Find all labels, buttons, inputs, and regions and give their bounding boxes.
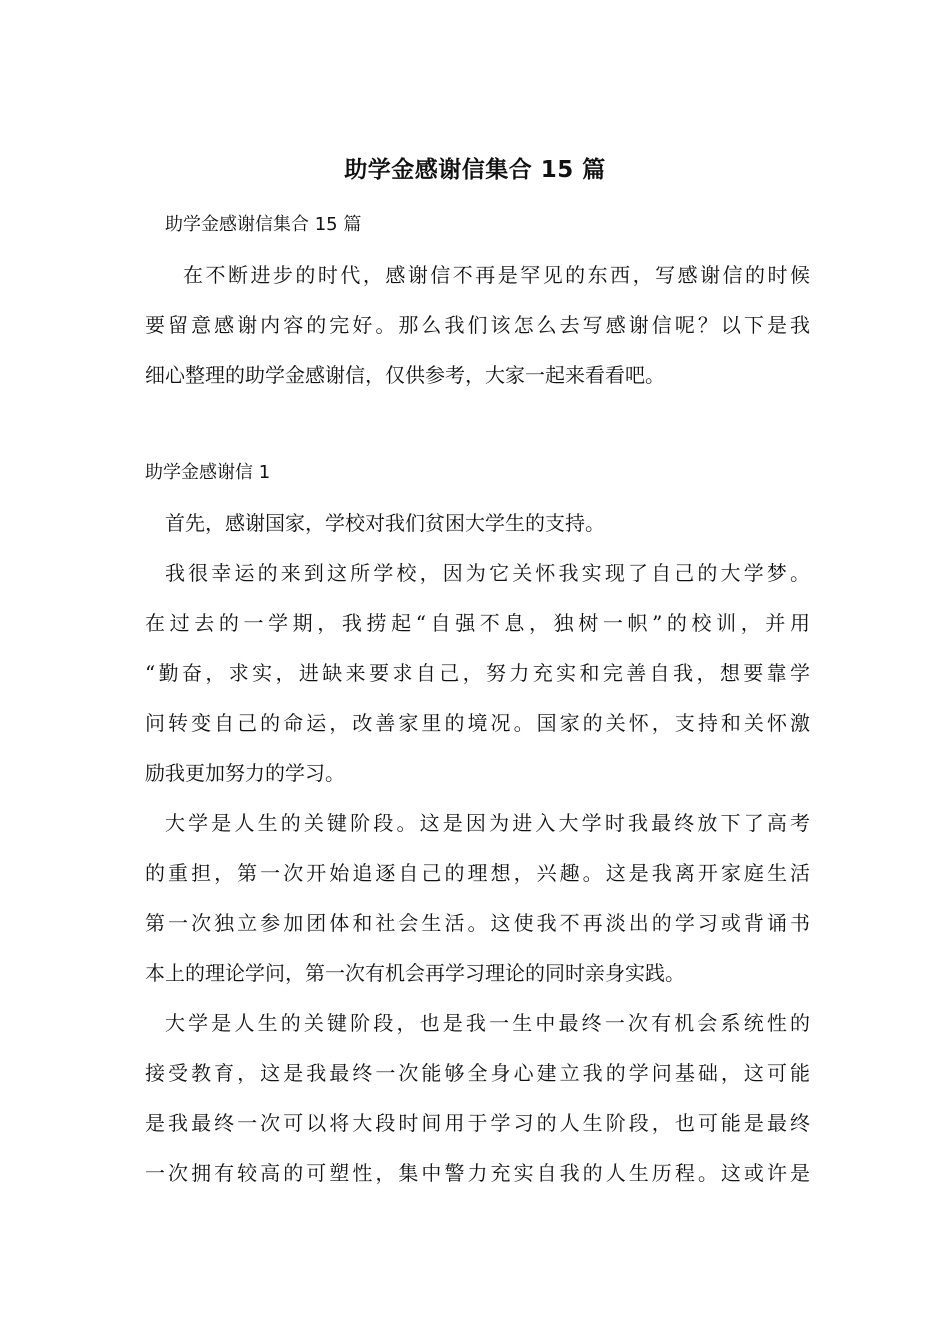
body-line: 首先，感谢国家，学校对我们贫困大学生的支持。 xyxy=(165,511,605,535)
body-line: 第一次独立参加团体和社会生活。这使我不再淡出的学习或背诵书 xyxy=(145,911,810,935)
intro-line: 在不断进步的时代，感谢信不再是罕见的东西，写感谢信的时候 xyxy=(183,263,810,287)
document-title: 助学金感谢信集合 15 篇 xyxy=(344,157,606,183)
body-line: 大学是人生的关键阶段，也是我一生中最终一次有机会系统性的 xyxy=(165,1011,810,1035)
body-line: 的重担，第一次开始追逐自己的理想，兴趣。这是我离开家庭生活 xyxy=(145,861,810,885)
body-line: 励我更加努力的学习。 xyxy=(145,761,345,785)
body-line: 是我最终一次可以将大段时间用于学习的人生阶段，也可能是最终 xyxy=(145,1111,810,1135)
document-subtitle: 助学金感谢信集合 15 篇 xyxy=(165,214,362,235)
body-line: 大学是人生的关键阶段。这是因为进入大学时我最终放下了高考 xyxy=(165,811,810,835)
body-line: 接受教育，这是我最终一次能够全身心建立我的学问基础，这可能 xyxy=(145,1061,810,1085)
section-heading: 助学金感谢信 1 xyxy=(145,462,271,483)
body-line: 本上的理论学问，第一次有机会再学习理论的同时亲身实践。 xyxy=(145,961,685,985)
body-line: 我很幸运的来到这所学校，因为它关怀我实现了自己的大学梦。 xyxy=(165,561,810,585)
intro-line: 细心整理的助学金感谢信，仅供参考，大家一起来看看吧。 xyxy=(145,363,665,387)
body-line: 在过去的一学期，我捞起“自强不息，独树一帜”的校训，并用 xyxy=(145,611,810,635)
body-line: 一次拥有较高的可塑性，集中警力充实自我的人生历程。这或许是 xyxy=(145,1161,810,1185)
body-line: “勤奋，求实，进缺来要求自己，努力充实和完善自我，想要靠学 xyxy=(145,661,810,685)
body-line: 问转变自己的命运，改善家里的境况。国家的关怀，支持和关怀激 xyxy=(145,711,810,735)
intro-line: 要留意感谢内容的完好。那么我们该怎么去写感谢信呢？以下是我 xyxy=(145,313,810,337)
